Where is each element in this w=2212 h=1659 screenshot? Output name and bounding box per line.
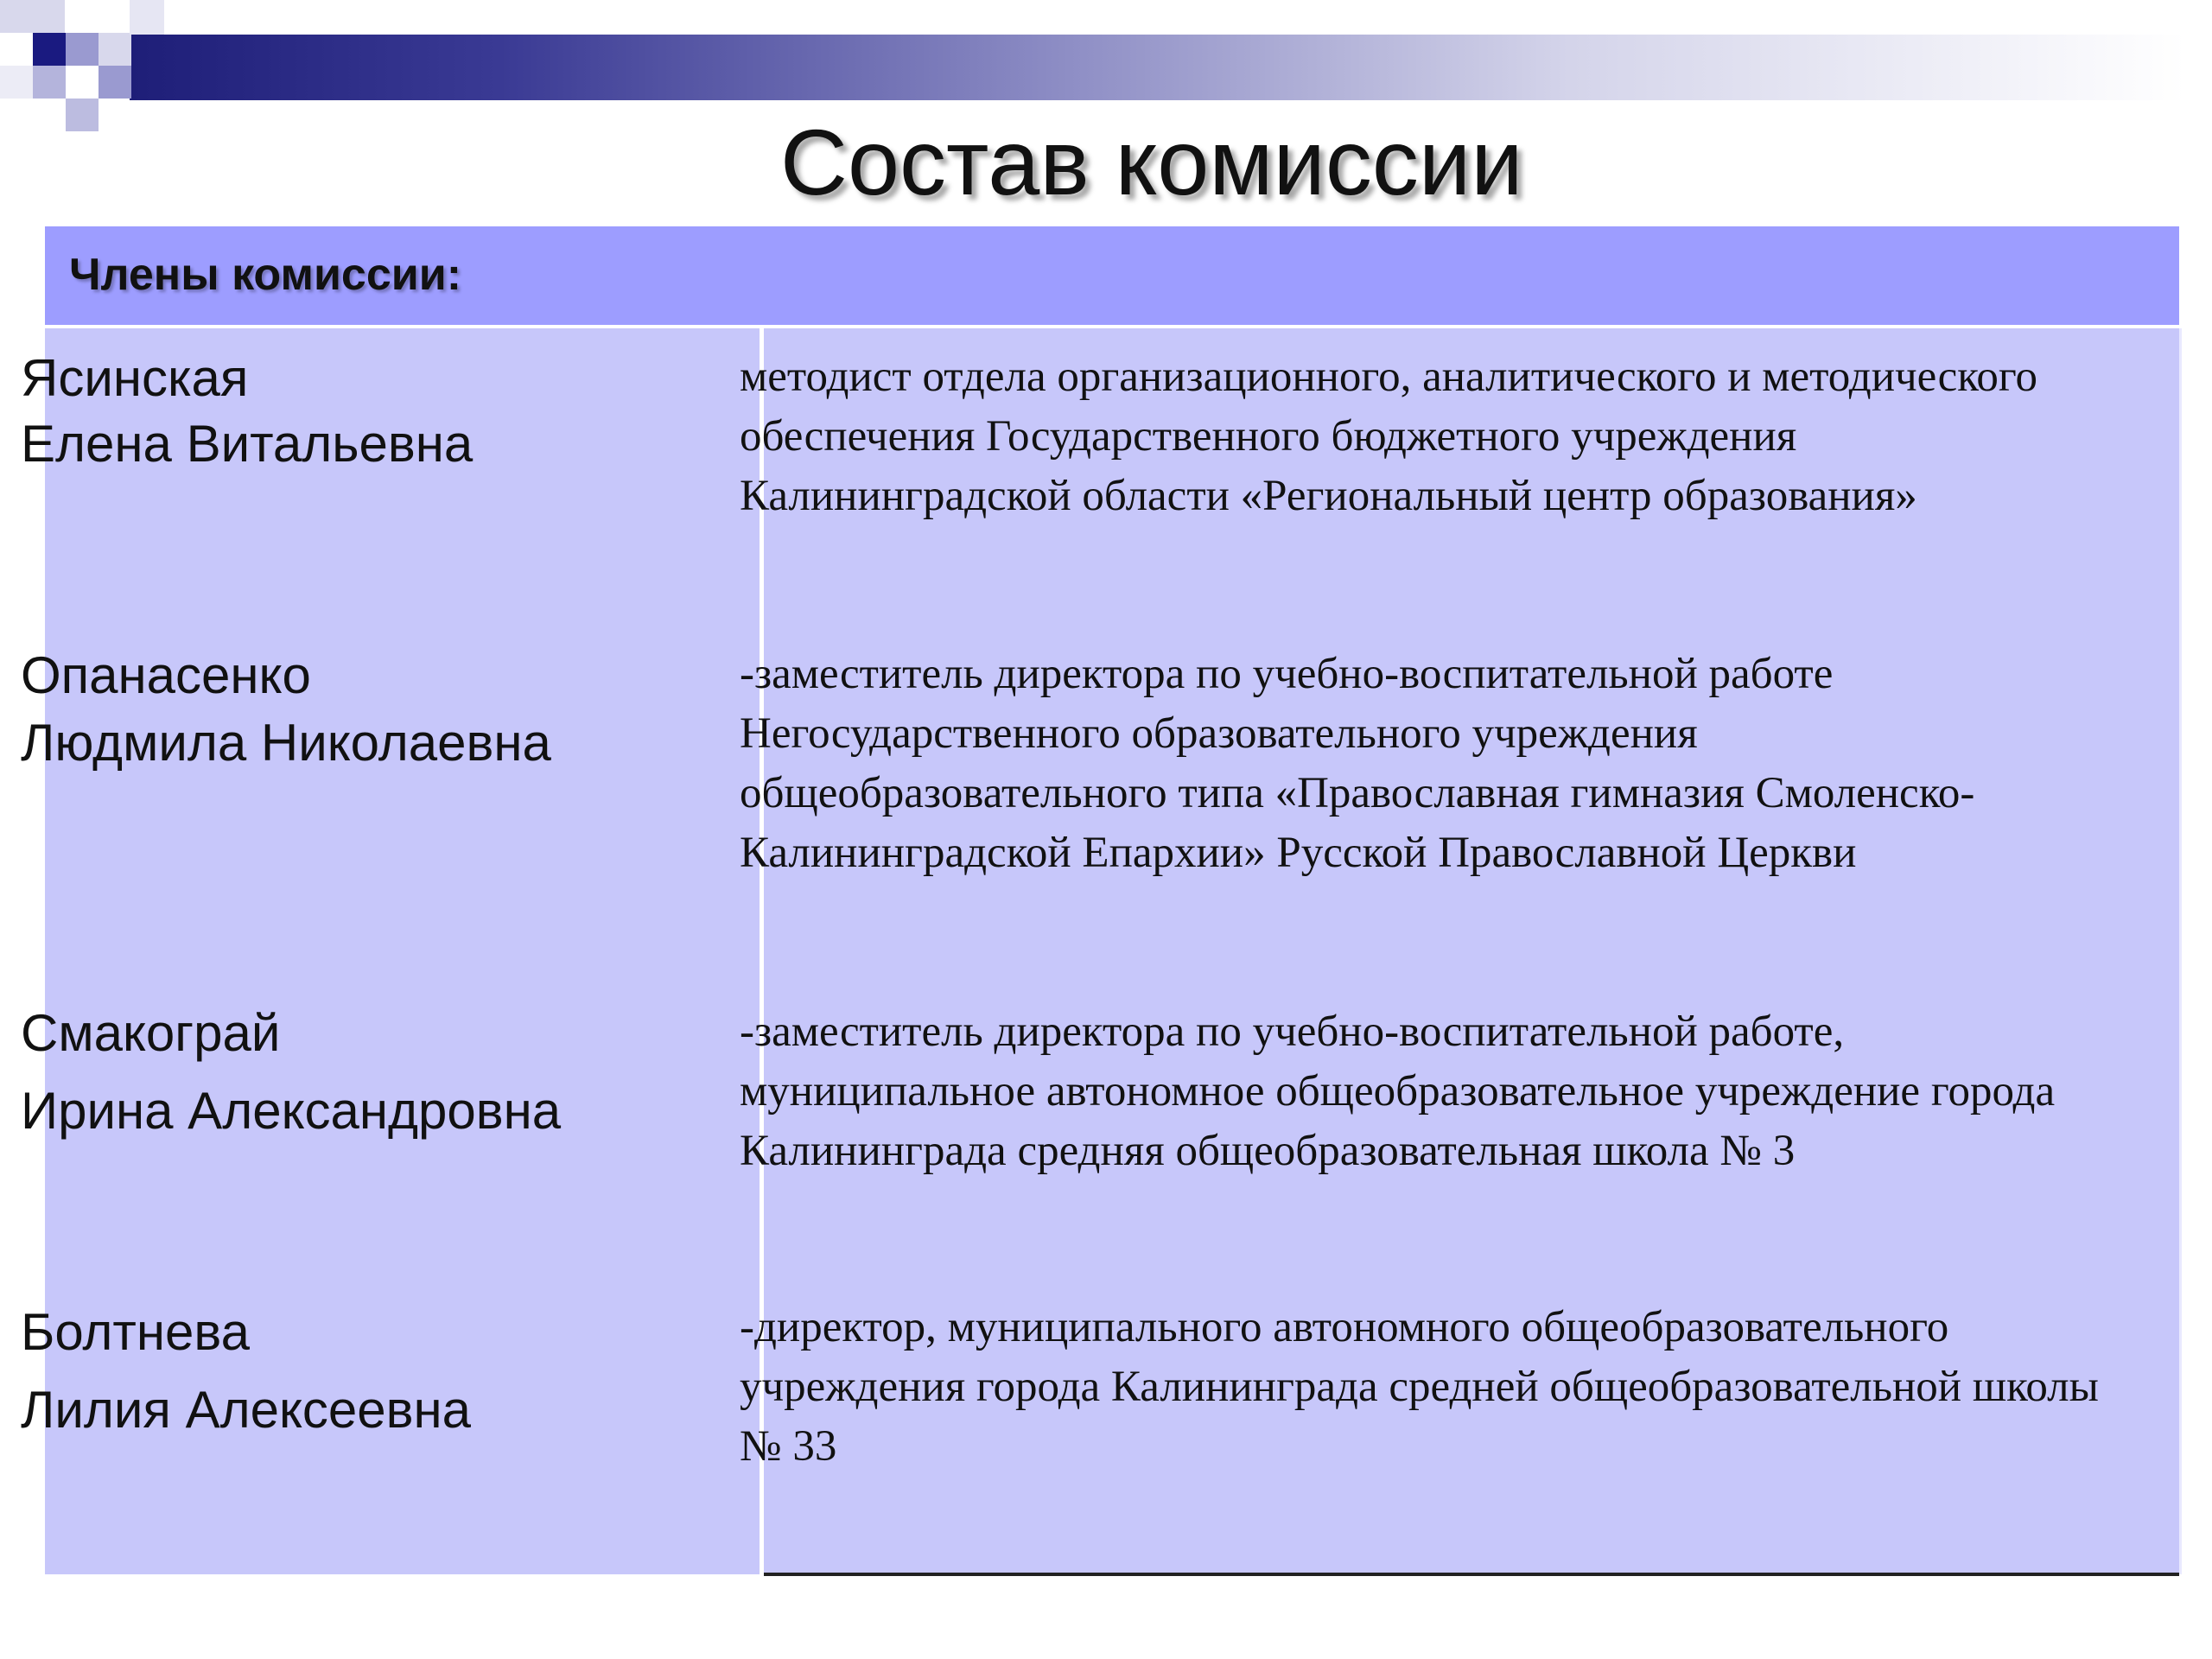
table-right-edge bbox=[2179, 328, 2182, 1574]
member-surname: Ясинская bbox=[21, 349, 249, 407]
member-given-names: Людмила Николаевна bbox=[21, 714, 551, 772]
member-surname: Болтнева bbox=[21, 1303, 250, 1361]
member-given-names: Ирина Александровна bbox=[21, 1082, 562, 1140]
member-role: -директор, муниципального автономного общеобразовательного учреждения города Калининграда средней общеобразовательной школы № 33 bbox=[740, 1303, 2099, 1471]
decorative-square bbox=[33, 66, 66, 99]
decorative-square bbox=[66, 33, 99, 66]
member-surname: Опанасенко bbox=[21, 646, 311, 704]
decorative-square bbox=[33, 33, 66, 66]
member-role: методист отдела организационного, аналитического и методического обеспечения Государственного бюджетного учреждения Калининградской области «Региональный центр образования» bbox=[740, 353, 2038, 520]
member-given-names: Елена Витальевна bbox=[21, 415, 474, 473]
decorative-square bbox=[0, 0, 65, 33]
decorative-square bbox=[0, 66, 33, 99]
page-title: Состав комиссии bbox=[780, 110, 1523, 214]
table-header bbox=[45, 226, 2179, 328]
decorative-square bbox=[66, 99, 99, 131]
table-header-label: Члены комиссии: bbox=[69, 250, 462, 300]
decorative-square bbox=[130, 0, 164, 35]
title-gradient-bar bbox=[130, 35, 2186, 100]
member-given-names: Лилия Алексеевна bbox=[21, 1381, 472, 1439]
member-role: -заместитель директора по учебно-воспитательной работе, муниципальное автономное общеобразовательное учреждение города Калининграда средняя общеобразовательная школа № 3 bbox=[740, 1007, 2056, 1175]
decorative-square bbox=[99, 66, 131, 99]
decorative-square bbox=[99, 33, 131, 66]
member-surname: Смакограй bbox=[21, 1004, 281, 1062]
member-role: -заместитель директора по учебно-воспитательной работе Негосударственного образовательного учреждения общеобразовательного типа «Православная гимназия Смоленско-Калининградской Епархии» Русской Православной Церкви bbox=[740, 650, 1975, 877]
